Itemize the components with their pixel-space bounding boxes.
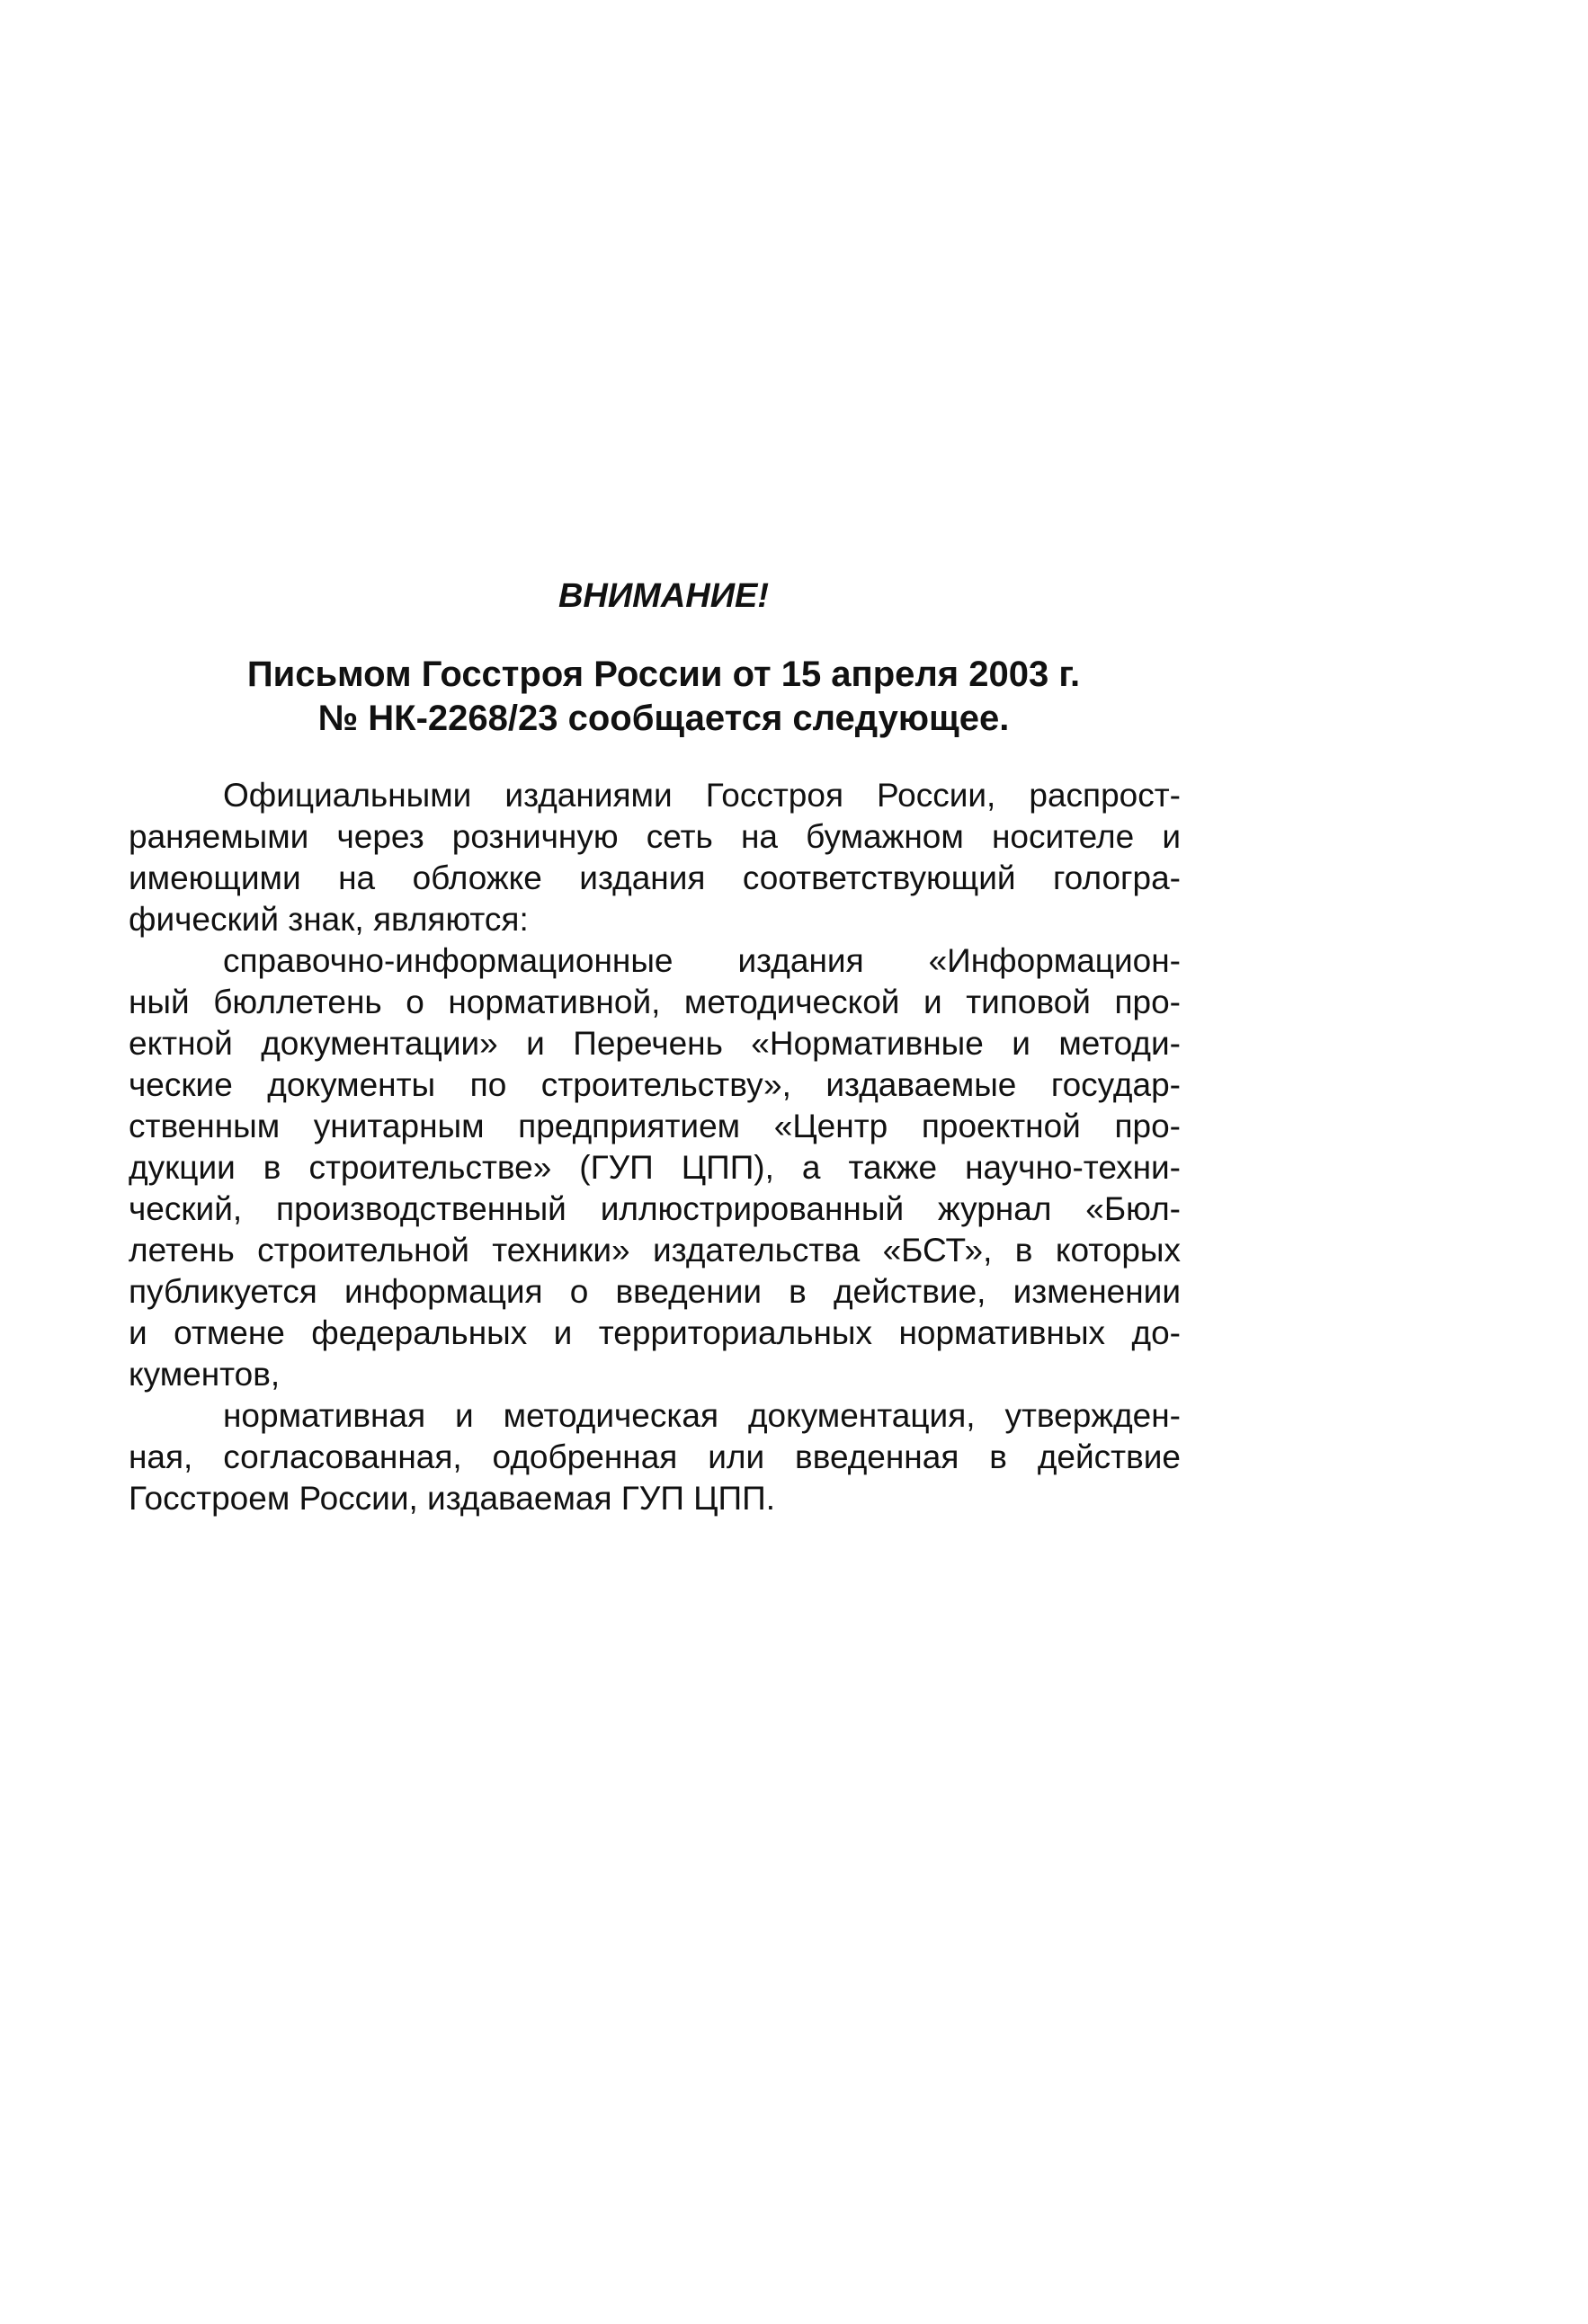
body-line: нормативная и методическая документация, утвержден- bbox=[223, 1397, 1181, 1434]
body-line: ектной документации» и Перечень «Нормативные и методи- bbox=[129, 1025, 1181, 1062]
body-line: летень строительной техники» издательства «БСТ», в которых bbox=[129, 1232, 1181, 1269]
letter-title bbox=[0, 653, 1327, 741]
body-line: Официальными изданиями Госстроя России, распрост- bbox=[223, 777, 1181, 814]
body-line: имеющими на обложке издания соответствующий гологра- bbox=[129, 859, 1181, 896]
body-line: и отмене федеральных и территориальных нормативных до- bbox=[129, 1314, 1181, 1351]
title-line: № НК-2268/23 сообщается следующее. bbox=[317, 699, 1010, 738]
body-line: справочно-информационные издания «Информацион- bbox=[223, 942, 1181, 979]
body-line: кументов, bbox=[129, 1356, 281, 1393]
attention-heading: ВНИМАНИЕ! bbox=[558, 577, 770, 615]
body-line: Госстроем России, издаваемая ГУП ЦПП. bbox=[129, 1480, 776, 1517]
body-line: ный бюллетень о нормативной, методической и типовой про- bbox=[129, 984, 1181, 1020]
body-line: ческие документы по строительству», издаваемые государ- bbox=[129, 1066, 1181, 1103]
body-line: фический знак, являются: bbox=[129, 901, 529, 938]
title-line: Письмом Госстроя России от 15 апреля 2003 г. bbox=[246, 654, 1081, 694]
body-line: ческий, производственный иллюстрированный журнал «Бюл- bbox=[129, 1190, 1181, 1227]
body-line: публикуется информация о введении в действие, изменении bbox=[129, 1273, 1181, 1310]
body-line: ственным унитарным предприятием «Центр проектной про- bbox=[129, 1108, 1181, 1144]
notice-body bbox=[129, 775, 1181, 1519]
body-line: ная, согласованная, одобренная или введенная в действие bbox=[129, 1438, 1181, 1475]
body-line: дукции в строительстве» (ГУП ЦПП), а также научно-техни- bbox=[129, 1149, 1181, 1186]
body-line: раняемыми через розничную сеть на бумажном носителе и bbox=[129, 818, 1181, 855]
